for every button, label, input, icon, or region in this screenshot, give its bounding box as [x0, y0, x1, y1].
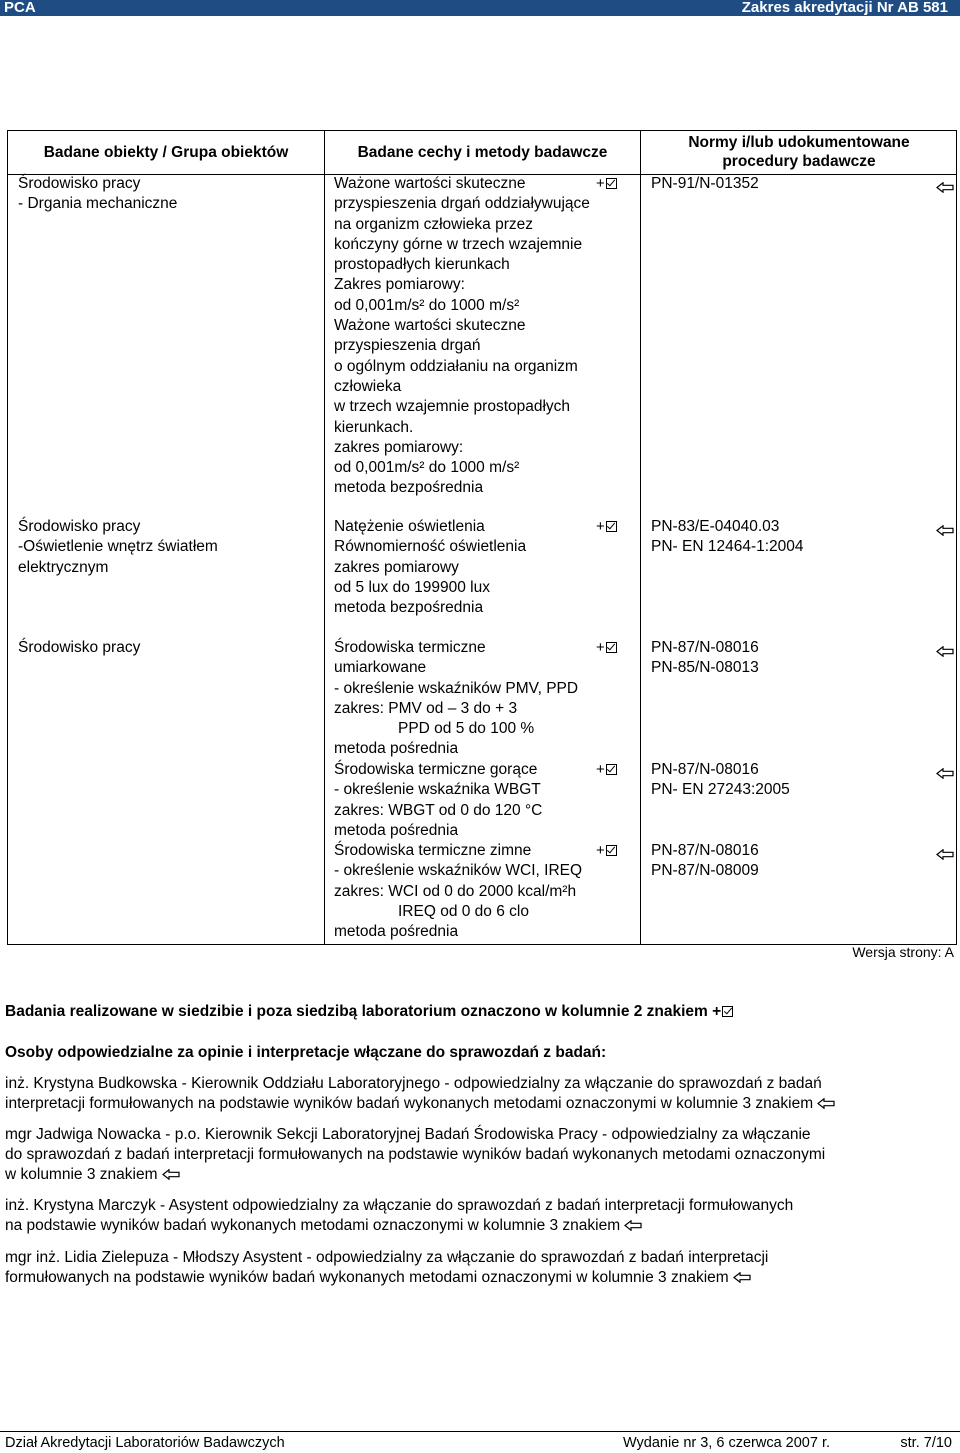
object-line: Środowisko pracy — [18, 639, 141, 656]
col3-header-line1: Normy i/lub udokumentowane — [688, 134, 910, 151]
method-line: przyspieszenia drgań oddziaływujące — [334, 195, 590, 213]
col1-header: Badane obiekty / Grupa obiektów — [43, 144, 289, 161]
method-line: metoda bezpośrednia — [334, 599, 484, 617]
checkbox-checked-icon — [722, 1006, 733, 1017]
row3-group1-methods — [334, 638, 578, 760]
row2-mark — [596, 517, 617, 537]
method-line: od 0,001m/s² do 1000 m/s² — [334, 459, 520, 477]
method-line: metoda bezpośrednia — [334, 479, 484, 497]
method-line: o ogólnym oddziałaniu na organizm — [334, 357, 578, 375]
method-line: zakres: WBGT od 0 do 120 °C — [334, 801, 543, 819]
person2-note — [5, 1125, 825, 1185]
plus-sign: + — [596, 639, 605, 656]
object-line: - Drgania mechaniczne — [18, 195, 178, 213]
method-line: zakres: PMV od – 3 do + 3 — [334, 699, 518, 717]
header-right: Zakres akredytacji Nr AB 581 — [741, 0, 948, 16]
method-line: - określenie wskaźników PMV, PPD — [334, 679, 579, 697]
method-line: Równomierność oświetlenia — [334, 538, 527, 556]
row3-group3-mark — [596, 841, 617, 861]
norm-line: PN-87/N-08016 — [651, 761, 759, 778]
method-line: metoda pośrednia — [334, 923, 459, 941]
row3-group3-methods — [334, 841, 582, 942]
note-line: mgr Jadwiga Nowacka - p.o. Kierownik Sekcji Laboratoryjnej Badań Środowiska Pracy - odpowiedzialny za włączanie — [5, 1126, 811, 1143]
method-line: kierunkach. — [334, 418, 414, 436]
norm-line: PN-91/N-01352 — [651, 175, 759, 192]
method-line: od 0,001m/s² do 1000 m/s² — [334, 296, 520, 314]
person1-note — [5, 1074, 834, 1114]
row2-norms — [651, 517, 804, 558]
method-line: przyspieszenia drgań — [334, 337, 481, 355]
method-line: kończyny górne w trzech wzajemnie — [334, 235, 583, 253]
footer-left: Dział Akredytacji Laboratoriów Badawczych — [5, 1435, 285, 1451]
left-arrow-icon — [162, 1169, 179, 1179]
note-line: formułowanych na podstawie wyników badań wykonanych metodami oznaczonymi w kolumnie 3 znakiem — [5, 1269, 729, 1286]
col3-header — [641, 133, 957, 171]
object-line: elektrycznym — [18, 558, 109, 576]
col2-header: Badane cechy i metody badawcze — [357, 144, 608, 161]
method-line: Natężenie oświetlenia — [334, 518, 485, 535]
norm-line: PN- EN 27243:2005 — [651, 781, 790, 799]
method-line: od 5 lux do 199900 lux — [334, 578, 490, 596]
row2-methods — [334, 517, 526, 618]
checkbox-checked-icon — [606, 764, 617, 775]
footer-middle: Wydanie nr 3, 6 czerwca 2007 r. — [623, 1435, 831, 1451]
row2-object — [18, 517, 218, 578]
note-line: do sprawozdań z badań interpretacji formułowanych na podstawie wyników badań wykonanych metodami oznaczonymi — [5, 1146, 826, 1163]
row1-object — [18, 174, 177, 215]
note-line: interpretacji formułowanych na podstawie wyników badań wykonanych metodami oznaczonymi w kolumnie 3 znakiem — [5, 1095, 814, 1112]
realized-text: Badania realizowane w siedzibie i poza siedzibą laboratorium oznaczono w kolumnie 2 znakiem + — [5, 1003, 722, 1020]
top-header-bar — [0, 0, 960, 16]
checkbox-checked-icon — [606, 521, 617, 532]
note-line: inż. Krystyna Marczyk - Asystent odpowiedzialny za włączanie do sprawozdań z badań interpretacji formułowanych — [5, 1197, 794, 1214]
row3-group2-norms — [651, 760, 790, 801]
responsible-title: Osoby odpowiedzialne za opinie i interpretacje włączane do sprawozdań z badań: — [5, 1044, 607, 1061]
plus-sign: + — [596, 175, 605, 192]
row3-group2-mark — [596, 760, 617, 780]
method-line: Środowiska termiczne zimne — [334, 842, 532, 859]
row3-object — [18, 638, 140, 658]
plus-sign: + — [596, 518, 605, 535]
person4-note — [5, 1248, 768, 1288]
method-line: - określenie wskaźnika WBGT — [334, 781, 541, 799]
row3-group2-methods — [334, 760, 542, 841]
method-line: zakres pomiarowy — [334, 558, 459, 576]
plus-sign: + — [596, 761, 605, 778]
left-arrow-icon — [624, 1220, 641, 1230]
page-version: Wersja strony: A — [852, 944, 954, 960]
row1-methods — [334, 174, 590, 499]
note-line: w kolumnie 3 znakiem — [5, 1166, 158, 1183]
method-line: PPD od 5 do 100 % — [398, 720, 535, 738]
method-line: na organizm człowieka przez — [334, 215, 534, 233]
row1-mark — [596, 174, 617, 194]
left-arrow-icon — [936, 644, 954, 662]
method-line: metoda pośrednia — [334, 740, 459, 758]
method-line: metoda pośrednia — [334, 821, 459, 839]
method-line: Środowiska termiczne — [334, 639, 486, 656]
method-line: umiarkowane — [334, 659, 427, 677]
note-line: na podstawie wyników badań wykonanych metodami oznaczonymi w kolumnie 3 znakiem — [5, 1217, 621, 1234]
row3-group3-norms — [651, 841, 759, 882]
method-line: zakres: WCI od 0 do 2000 kcal/m²h — [334, 882, 577, 900]
method-line: - określenie wskaźników WCI, IREQ — [334, 862, 583, 880]
object-line: -Oświetlenie wnętrz światłem — [18, 538, 218, 556]
left-arrow-icon — [733, 1272, 750, 1282]
method-line: człowieka — [334, 377, 402, 395]
checkbox-checked-icon — [606, 845, 617, 856]
footer-divider — [0, 1431, 960, 1432]
left-arrow-icon — [936, 766, 954, 784]
left-arrow-icon — [936, 847, 954, 865]
norm-line: PN-85/N-08013 — [651, 659, 759, 677]
checkbox-checked-icon — [606, 178, 617, 189]
object-line: Środowisko pracy — [18, 175, 141, 192]
norm-line: PN-87/N-08009 — [651, 862, 759, 880]
object-line: Środowisko pracy — [18, 518, 141, 535]
col3-header-line2: procedury badawcze — [722, 153, 876, 170]
plus-sign: + — [596, 842, 605, 859]
method-line: Ważone wartości skuteczne — [334, 317, 526, 335]
norm-line: PN-83/E-04040.03 — [651, 518, 780, 535]
note-line: mgr inż. Lidia Zielepuza - Młodszy Asystent - odpowiedzialny za włączanie do sprawozdań z badań interpretacji — [5, 1249, 769, 1266]
header-left: PCA — [4, 0, 36, 16]
method-line: Ważone wartości skuteczne — [334, 175, 526, 192]
method-line: w trzech wzajemnie prostopadłych — [334, 398, 571, 416]
norm-line: PN- EN 12464-1:2004 — [651, 538, 804, 556]
footer-right: str. 7/10 — [900, 1435, 952, 1451]
norm-line: PN-87/N-08016 — [651, 842, 759, 859]
method-line: Środowiska termiczne gorące — [334, 761, 538, 778]
row1-norms — [651, 174, 759, 194]
left-arrow-icon — [936, 523, 954, 541]
method-line: prostopadłych kierunkach — [334, 256, 510, 274]
method-line: zakres pomiarowy: — [334, 438, 464, 456]
left-arrow-icon — [936, 180, 954, 198]
note-line: inż. Krystyna Budkowska - Kierownik Oddziału Laboratoryjnego - odpowiedzialny za włączanie do sprawozdań z badań — [5, 1075, 822, 1092]
left-arrow-icon — [817, 1098, 834, 1108]
row3-group1-mark — [596, 638, 617, 658]
norm-line: PN-87/N-08016 — [651, 639, 759, 656]
checkbox-checked-icon — [606, 642, 617, 653]
method-line: IREQ od 0 do 6 clo — [398, 902, 529, 920]
person3-note — [5, 1196, 793, 1236]
realized-note — [5, 1002, 733, 1022]
method-line: Zakres pomiarowy: — [334, 276, 465, 294]
row3-group1-norms — [651, 638, 759, 679]
